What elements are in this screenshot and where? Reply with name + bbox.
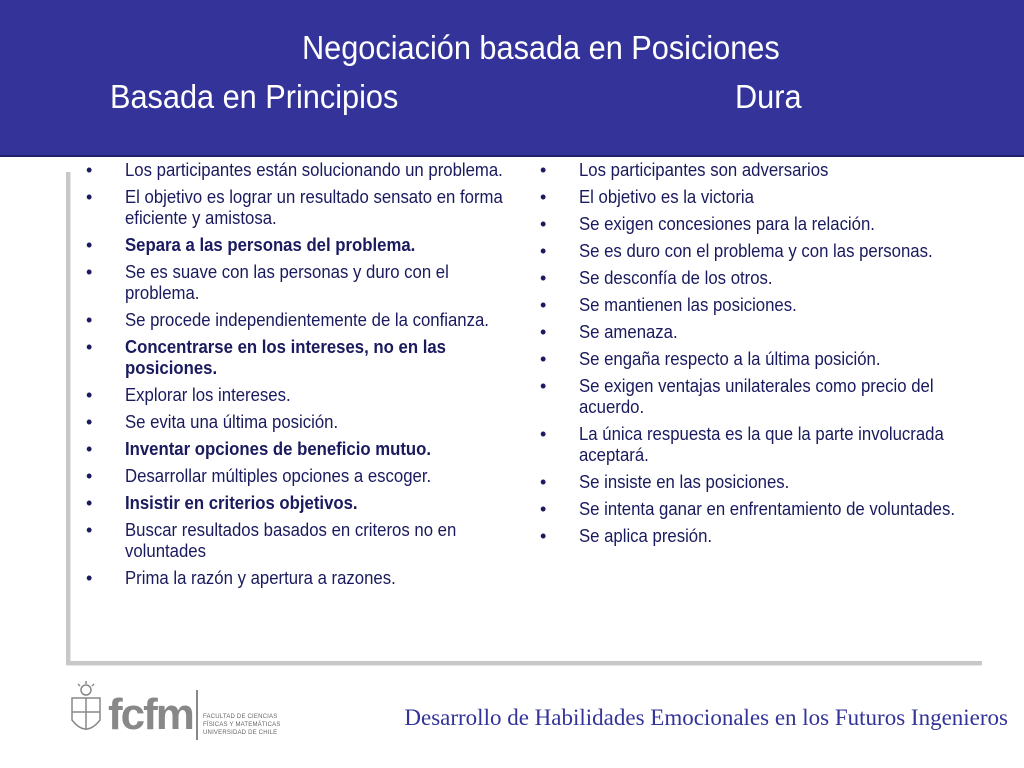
frame-left-border [66,172,71,662]
list-item-text: Los participantes están solucionando un problema. [125,160,503,180]
list-item-text: Se intenta ganar en enfrentamiento de voluntades. [579,499,955,519]
bullet-icon: • [86,466,93,486]
bullet-icon: • [86,310,93,330]
hard-list-item [540,187,1000,208]
column-heading-principles: Basada en Principios [110,78,399,115]
principled-list-item [86,568,506,589]
list-item-text: Se evita una última posición. [125,412,339,432]
hard-list-item [540,268,1000,289]
list-item-text: Se insiste en las posiciones. [579,472,790,492]
list-item-text: Se engaña respecto a la última posición. [579,349,881,369]
hard-list-item [540,499,1000,520]
logo-separator [196,690,198,740]
hard-list-item [540,526,1000,547]
principled-negotiation-list [86,160,506,595]
hard-negotiation-list [540,160,1000,553]
principled-list-item [86,310,506,331]
list-item-text: Buscar resultados basados en criteros no en voluntades [125,520,457,561]
bullet-icon: • [540,376,547,396]
list-item-text: Se aplica presión. [579,526,713,546]
hard-list-item [540,160,1000,181]
hard-list-item [540,472,1000,493]
bullet-icon: • [86,187,93,207]
principled-list-item [86,439,506,460]
bullet-icon: • [540,526,547,546]
bullet-icon: • [540,424,547,444]
principled-list-item [86,235,506,256]
list-item-text: Se es duro con el problema y con las personas. [579,241,933,261]
bullet-icon: • [86,337,93,357]
hard-list-item [540,349,1000,370]
list-item-text: Separa a las personas del problema. [125,235,416,255]
bullet-icon: • [86,520,93,540]
list-item-text: Inventar opciones de beneficio mutuo. [125,439,432,459]
bullet-icon: • [540,322,547,342]
principled-list-item [86,337,506,379]
bullet-icon: • [540,214,547,234]
bullet-icon: • [540,295,547,315]
bullet-icon: • [540,187,547,207]
footer-course-title: Desarrollo de Habilidades Emocionales en los Futuros Ingenieros [404,705,1008,730]
list-item-text: Prima la razón y apertura a razones. [125,568,396,588]
list-item-text: Desarrollar múltiples opciones a escoger. [125,466,432,486]
list-item-text: Se es suave con las personas y duro con el problema. [125,262,449,303]
hard-list-item [540,376,1000,418]
list-item-text: Explorar los intereses. [125,385,291,405]
slide-title: Negociación basada en Posiciones [302,29,780,66]
list-item-text: Los participantes son adversarios [579,160,829,180]
bullet-icon: • [86,262,93,282]
fcfm-logo: fcfm [108,690,193,739]
bullet-icon: • [86,160,93,180]
principled-list-item [86,160,506,181]
title-banner [0,0,1024,157]
list-item-text: La única respuesta es la que la parte involucrada aceptará. [579,424,944,465]
hard-list-item [540,241,1000,262]
list-item-text: Se exigen ventajas unilaterales como precio del acuerdo. [579,376,934,417]
list-item-text: Se desconfía de los otros. [579,268,773,288]
principled-list-item [86,187,506,229]
bullet-icon: • [540,499,547,519]
list-item-text: Concentrarse en los intereses, no en las posiciones. [125,337,446,378]
bullet-icon: • [86,493,93,513]
bullet-icon: • [86,412,93,432]
bullet-icon: • [540,241,547,261]
list-item-text: Insistir en criterios objetivos. [125,493,358,513]
list-item-text: El objetivo es lograr un resultado sensato en forma eficiente y amistosa. [125,187,503,228]
bullet-icon: • [86,235,93,255]
bullet-icon: • [540,268,547,288]
principled-list-item [86,385,506,406]
principled-list-item [86,493,506,514]
university-crest-icon [66,680,106,740]
hard-list-item [540,424,1000,466]
bullet-icon: • [86,568,93,588]
bullet-icon: • [540,160,547,180]
list-item-text: Se amenaza. [579,322,678,342]
bullet-icon: • [86,385,93,405]
list-item-text: El objetivo es la victoria [579,187,754,207]
frame-bottom-border [66,661,982,666]
bullet-icon: • [86,439,93,459]
bullet-icon: • [540,349,547,369]
faculty-caption: FACULTAD DE CIENCIAS FÍSICAS Y MATEMÁTICAS UNIVERSIDAD DE CHILE [203,714,281,736]
principled-list-item [86,520,506,562]
principled-list-item [86,262,506,304]
principled-list-item [86,412,506,433]
principled-list-item [86,466,506,487]
hard-list-item [540,322,1000,343]
list-item-text: Se mantienen las posiciones. [579,295,797,315]
list-item-text: Se procede independientemente de la confianza. [125,310,489,330]
hard-list-item [540,214,1000,235]
hard-list-item [540,295,1000,316]
list-item-text: Se exigen concesiones para la relación. [579,214,875,234]
bullet-icon: • [540,472,547,492]
column-heading-hard: Dura [735,78,802,115]
